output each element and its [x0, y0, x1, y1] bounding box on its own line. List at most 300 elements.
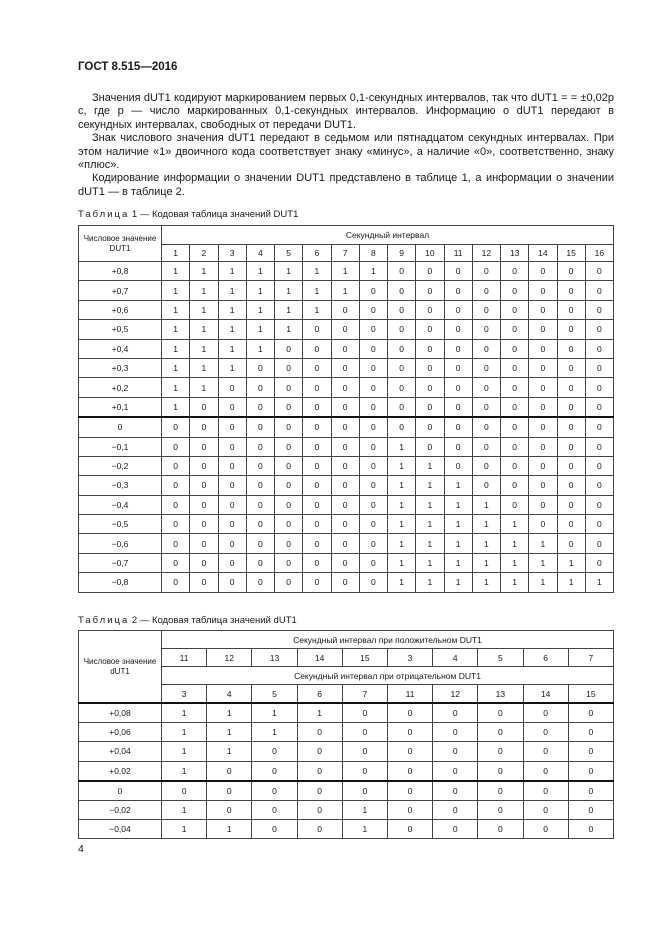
- table-row: [79, 534, 614, 553]
- table2-cell: 0: [252, 781, 297, 801]
- table1-cell: 0: [416, 378, 444, 397]
- table1-row-value: −0,5: [79, 515, 162, 534]
- table1-cell: 0: [444, 456, 472, 475]
- table1-cell: 0: [303, 378, 331, 397]
- table1-cell: 0: [529, 339, 557, 358]
- table2-cell: 1: [162, 761, 207, 781]
- table1-cell: 1: [529, 534, 557, 553]
- table2-cell: 0: [523, 761, 568, 781]
- table1-cell: 1: [444, 515, 472, 534]
- table2-positive-interval: 3: [387, 649, 432, 667]
- table1-cell: 0: [303, 515, 331, 534]
- table2-cell: 1: [162, 723, 207, 742]
- table1-cell: 0: [246, 437, 274, 456]
- table-row: [79, 742, 614, 761]
- table1-cell: 0: [162, 476, 190, 495]
- table1-cell: 0: [557, 378, 585, 397]
- table2-cell: 0: [568, 800, 613, 819]
- table1: [78, 225, 614, 593]
- table1-cell: 0: [162, 456, 190, 475]
- table1-cell: 0: [218, 515, 246, 534]
- table1-cell: 1: [472, 534, 500, 553]
- table-row: [79, 800, 614, 819]
- table-row: [79, 300, 614, 319]
- table1-cell: 0: [359, 534, 387, 553]
- table1-cell: 1: [444, 553, 472, 572]
- table1-interval-header: 14: [529, 245, 557, 262]
- table1-cell: 0: [331, 476, 359, 495]
- table1-row-value: −0,3: [79, 476, 162, 495]
- table1-cell: 0: [585, 476, 613, 495]
- table1-cell: 0: [557, 417, 585, 437]
- table1-cell: 0: [275, 534, 303, 553]
- table1-cell: 0: [275, 437, 303, 456]
- table1-cell: 0: [190, 553, 218, 572]
- table2-negative-interval: 15: [568, 685, 613, 704]
- table1-cell: 0: [190, 437, 218, 456]
- table1-group-header: Секундный интервал: [162, 226, 614, 245]
- table-row: [79, 262, 614, 281]
- table1-cell: 0: [218, 456, 246, 475]
- table1-cell: 0: [529, 437, 557, 456]
- table1-cell: 1: [190, 262, 218, 281]
- table1-cell: 0: [359, 358, 387, 377]
- table1-cell: 1: [388, 476, 416, 495]
- table1-cell: 1: [416, 476, 444, 495]
- table-row: [79, 820, 614, 839]
- table1-cell: 0: [529, 495, 557, 514]
- table1-interval-header: 13: [501, 245, 529, 262]
- table1-cell: 0: [303, 358, 331, 377]
- table2-cell: 1: [207, 820, 252, 839]
- page-number: 4: [78, 843, 84, 855]
- table1-cell: 0: [162, 573, 190, 592]
- table1-cell: 1: [162, 262, 190, 281]
- paragraph: Кодирование информации о значении DUT1 представлено в таблице 1, а информации о значении dUT1 — в таблице 2.: [78, 172, 614, 198]
- table1-row-value: +0,8: [79, 262, 162, 281]
- table2-cell: 1: [342, 820, 387, 839]
- table2-cell: 0: [387, 742, 432, 761]
- table1-cell: 0: [557, 300, 585, 319]
- table1-cell: 0: [557, 358, 585, 377]
- table1-cell: 0: [190, 515, 218, 534]
- table2-cell: 0: [523, 800, 568, 819]
- table1-cell: 0: [585, 378, 613, 397]
- table1-cell: 0: [218, 437, 246, 456]
- table1-cell: 0: [246, 378, 274, 397]
- table1-cell: 0: [218, 397, 246, 417]
- table2-row-value: 0: [79, 781, 162, 801]
- table1-interval-header: 2: [190, 245, 218, 262]
- table1-cell: 0: [416, 397, 444, 417]
- table1-cell: 1: [416, 495, 444, 514]
- table1-cell: 1: [416, 515, 444, 534]
- table1-interval-header: 3: [218, 245, 246, 262]
- table1-cell: 0: [444, 358, 472, 377]
- table1-cell: 1: [359, 262, 387, 281]
- table1-cell: 0: [331, 495, 359, 514]
- table2-cell: 0: [297, 742, 342, 761]
- table1-cell: 0: [557, 515, 585, 534]
- table1-cell: 0: [303, 320, 331, 339]
- table-row: [79, 573, 614, 592]
- table1-cell: 0: [472, 339, 500, 358]
- table2-row-value: +0,08: [79, 703, 162, 723]
- table1-cell: 0: [303, 437, 331, 456]
- table1-cell: 0: [501, 358, 529, 377]
- table1-caption: [78, 209, 298, 220]
- table1-cell: 1: [190, 339, 218, 358]
- table-row: [79, 437, 614, 456]
- table-row: [79, 723, 614, 742]
- table1-cell: 0: [331, 300, 359, 319]
- table2-cell: 0: [207, 781, 252, 801]
- table1-cell: 0: [585, 456, 613, 475]
- table1-cell: 1: [218, 262, 246, 281]
- table1-cell: 0: [303, 417, 331, 437]
- table1-cell: 0: [275, 495, 303, 514]
- table1-cell: 1: [388, 456, 416, 475]
- table1-cell: 0: [303, 397, 331, 417]
- table2-cell: 0: [568, 703, 613, 723]
- table2-row-value: +0,02: [79, 761, 162, 781]
- table2-caption: [78, 615, 297, 626]
- table1-cell: 1: [444, 573, 472, 592]
- table2-negative-interval: 14: [523, 685, 568, 704]
- table2-negative-interval: 4: [207, 685, 252, 704]
- table2-cell: 0: [252, 820, 297, 839]
- table1-cell: 0: [190, 534, 218, 553]
- table2-cell: 0: [433, 703, 478, 723]
- table1-cell: 0: [359, 300, 387, 319]
- table1-cell: 0: [472, 456, 500, 475]
- table1-cell: 1: [529, 553, 557, 572]
- table1-cell: 1: [275, 300, 303, 319]
- table1-cell: 0: [585, 358, 613, 377]
- table1-cell: 0: [444, 417, 472, 437]
- table1-cell: 0: [190, 417, 218, 437]
- table1-cell: 0: [359, 378, 387, 397]
- table2-cell: 0: [523, 703, 568, 723]
- table1-cell: 1: [190, 281, 218, 300]
- table1-row-value: −0,8: [79, 573, 162, 592]
- table1-cell: 0: [444, 437, 472, 456]
- table2-row-value: −0,02: [79, 800, 162, 819]
- table1-cell: 1: [585, 573, 613, 592]
- paragraph: Значения dUT1 кодируют маркированием первых 0,1-секундных интервалов, так что dUT1 = = ±0,02p с, где p — число маркированных 0,1-секундных интервалов. Информацию о dUT1 передают в секундных интервалах, свободных от передачи DUT1.: [78, 92, 614, 131]
- table1-cell: 0: [444, 281, 472, 300]
- table1-cell: 0: [529, 320, 557, 339]
- table2-cell: 0: [297, 820, 342, 839]
- table1-cell: 0: [472, 262, 500, 281]
- table1-cell: 0: [162, 417, 190, 437]
- table1-cell: 0: [472, 378, 500, 397]
- table1-cell: 0: [331, 437, 359, 456]
- table1-column-label: Числовое значение DUT1: [79, 226, 162, 262]
- table1-cell: 0: [501, 320, 529, 339]
- table2-cell: 1: [207, 742, 252, 761]
- table1-cell: 0: [303, 495, 331, 514]
- table1-cell: 0: [388, 378, 416, 397]
- table1-row-value: +0,6: [79, 300, 162, 319]
- table1-cell: 0: [246, 358, 274, 377]
- table1-cell: 1: [388, 573, 416, 592]
- table2-positive-interval: 12: [207, 649, 252, 667]
- table1-cell: 1: [162, 281, 190, 300]
- table1-cell: 0: [331, 534, 359, 553]
- table1-interval-header: 8: [359, 245, 387, 262]
- table1-cell: 0: [501, 476, 529, 495]
- table2-cell: 1: [252, 703, 297, 723]
- table2-positive-interval: 14: [297, 649, 342, 667]
- table1-cell: 0: [557, 339, 585, 358]
- table1-cell: 0: [501, 456, 529, 475]
- table1-cell: 0: [190, 476, 218, 495]
- table1-cell: 0: [359, 320, 387, 339]
- table1-cell: 0: [359, 495, 387, 514]
- table1-cell: 1: [472, 553, 500, 572]
- table2-cell: 0: [433, 800, 478, 819]
- table1-cell: 0: [501, 378, 529, 397]
- table1-cell: 0: [303, 534, 331, 553]
- table2-cell: 0: [297, 723, 342, 742]
- table1-cell: 0: [501, 262, 529, 281]
- table1-cell: 0: [472, 358, 500, 377]
- table1-cell: 0: [444, 300, 472, 319]
- table1-cell: 1: [162, 320, 190, 339]
- table2-negative-interval: 7: [342, 685, 387, 704]
- table1-row-value: −0,2: [79, 456, 162, 475]
- table2-column-label: Числовое значение dUT1: [79, 631, 162, 704]
- table1-cell: 0: [303, 339, 331, 358]
- table1-cell: 0: [359, 456, 387, 475]
- table1-cell: 0: [303, 553, 331, 572]
- table1-row-value: −0,1: [79, 437, 162, 456]
- table1-cell: 1: [388, 495, 416, 514]
- table1-cell: 1: [218, 320, 246, 339]
- table1-cell: 0: [275, 476, 303, 495]
- table1-cell: 0: [331, 320, 359, 339]
- table2-negative-interval: 5: [252, 685, 297, 704]
- paragraph: Знак числового значения dUT1 передают в седьмом или пятнадцатом секундных интервалах. При этом наличие «1» двоичного кода соответствует знаку «минус», а наличие «0», соответственно, знаку «плюс».: [78, 132, 614, 172]
- table2-cell: 0: [387, 781, 432, 801]
- table1-cell: 1: [388, 437, 416, 456]
- table-row: [79, 320, 614, 339]
- table1-cell: 1: [275, 320, 303, 339]
- table1-cell: 1: [416, 573, 444, 592]
- table2-positive-interval: 11: [162, 649, 207, 667]
- table-row: [79, 456, 614, 475]
- table1-cell: 0: [585, 437, 613, 456]
- table2-cell: 0: [342, 703, 387, 723]
- table1-cell: 0: [359, 339, 387, 358]
- table2-negative-header: Секундный интервал при отрицательном DUT1: [162, 667, 614, 685]
- table1-cell: 0: [529, 300, 557, 319]
- table1-cell: 0: [557, 320, 585, 339]
- table1-cell: 0: [585, 300, 613, 319]
- table1-cell: 0: [557, 262, 585, 281]
- table1-cell: 0: [218, 476, 246, 495]
- table2-cell: 0: [523, 820, 568, 839]
- table2-positive-interval: 13: [252, 649, 297, 667]
- table2-cell: 0: [433, 742, 478, 761]
- table1-cell: 0: [246, 515, 274, 534]
- table2-row-value: +0,06: [79, 723, 162, 742]
- table1-cell: 0: [331, 515, 359, 534]
- table1-cell: 0: [275, 456, 303, 475]
- table2-positive-interval: 5: [478, 649, 523, 667]
- table2-cell: 1: [207, 723, 252, 742]
- table1-row-value: +0,7: [79, 281, 162, 300]
- table1-cell: 0: [501, 281, 529, 300]
- table1-cell: 1: [218, 281, 246, 300]
- table2-cell: 0: [568, 723, 613, 742]
- table1-cell: 0: [218, 378, 246, 397]
- table-row: [79, 781, 614, 801]
- table1-cell: 0: [416, 320, 444, 339]
- table1-cell: 1: [162, 300, 190, 319]
- table-row: [79, 703, 614, 723]
- table1-cell: 0: [444, 378, 472, 397]
- table1-cell: 0: [472, 397, 500, 417]
- table1-interval-header: 1: [162, 245, 190, 262]
- table1-cell: 0: [472, 476, 500, 495]
- table1-cell: 1: [303, 300, 331, 319]
- table1-interval-header: 15: [557, 245, 585, 262]
- table1-cell: 0: [585, 495, 613, 514]
- table1-cell: 0: [416, 417, 444, 437]
- table1-cell: 0: [190, 495, 218, 514]
- table2-cell: 0: [433, 781, 478, 801]
- table1-cell: 0: [416, 300, 444, 319]
- table1-cell: 1: [162, 339, 190, 358]
- table1-cell: 0: [501, 417, 529, 437]
- table2-cell: 0: [478, 820, 523, 839]
- table1-cell: 0: [472, 281, 500, 300]
- table1-cell: 0: [190, 456, 218, 475]
- table1-cell: 1: [501, 534, 529, 553]
- table1-interval-header: 7: [331, 245, 359, 262]
- table1-row-value: +0,3: [79, 358, 162, 377]
- table1-cell: 0: [218, 534, 246, 553]
- table1-cell: 1: [218, 358, 246, 377]
- table1-cell: 0: [303, 456, 331, 475]
- table2-cell: 0: [387, 820, 432, 839]
- table1-cell: 0: [557, 437, 585, 456]
- table1-cell: 0: [585, 397, 613, 417]
- table1-cell: 0: [388, 358, 416, 377]
- table1-cell: 0: [331, 339, 359, 358]
- table2-cell: 1: [297, 703, 342, 723]
- table1-cell: 1: [246, 281, 274, 300]
- table1-cell: 0: [444, 262, 472, 281]
- document-header: ГОСТ 8.515—2016: [78, 61, 178, 73]
- table1-cell: 1: [416, 456, 444, 475]
- table2-positive-interval: 7: [568, 649, 613, 667]
- table1-cell: 0: [246, 476, 274, 495]
- table1-cell: 0: [444, 320, 472, 339]
- table2-cell: 0: [478, 703, 523, 723]
- table2-cell: 0: [297, 761, 342, 781]
- table1-cell: 1: [472, 495, 500, 514]
- table1-cell: 1: [190, 300, 218, 319]
- table1-cell: 1: [444, 534, 472, 553]
- table-row: [79, 515, 614, 534]
- table1-cell: 1: [388, 553, 416, 572]
- table2-cell: 0: [297, 781, 342, 801]
- table1-interval-header: 16: [585, 245, 613, 262]
- table1-cell: 0: [246, 495, 274, 514]
- table1-cell: 0: [529, 262, 557, 281]
- table1-cell: 0: [557, 456, 585, 475]
- table-row: [79, 281, 614, 300]
- table1-cell: 0: [275, 339, 303, 358]
- table1-cell: 0: [359, 573, 387, 592]
- table1-cell: 0: [557, 397, 585, 417]
- table2-cell: 0: [207, 761, 252, 781]
- table1-row-value: −0,6: [79, 534, 162, 553]
- table1-cell: 1: [557, 573, 585, 592]
- table1-cell: 0: [388, 320, 416, 339]
- table1-cell: 1: [444, 476, 472, 495]
- table1-cell: 1: [162, 397, 190, 417]
- table1-cell: 0: [501, 437, 529, 456]
- table2-negative-interval: 13: [478, 685, 523, 704]
- table1-cell: 1: [246, 262, 274, 281]
- table-row: [79, 553, 614, 572]
- table1-cell: 0: [275, 553, 303, 572]
- table1-interval-header: 9: [388, 245, 416, 262]
- table1-row-value: 0: [79, 417, 162, 437]
- table1-cell: 0: [388, 397, 416, 417]
- table2-cell: 0: [478, 723, 523, 742]
- table2-cell: 1: [252, 723, 297, 742]
- table1-cell: 0: [303, 573, 331, 592]
- table2-cell: 0: [433, 820, 478, 839]
- table1-cell: 0: [190, 397, 218, 417]
- table1-cell: 0: [331, 378, 359, 397]
- table1-cell: 0: [388, 281, 416, 300]
- table1-cell: 0: [585, 281, 613, 300]
- table1-cell: 0: [162, 515, 190, 534]
- table2-cell: 0: [297, 800, 342, 819]
- table1-cell: 0: [218, 495, 246, 514]
- table1-cell: 0: [246, 553, 274, 572]
- table1-cell: 1: [501, 553, 529, 572]
- table1-cell: 0: [529, 358, 557, 377]
- table1-cell: 0: [303, 476, 331, 495]
- table1-cell: 0: [585, 515, 613, 534]
- table2-cell: 0: [478, 800, 523, 819]
- table2-cell: 1: [207, 703, 252, 723]
- table1-cell: 0: [557, 476, 585, 495]
- table1-cell: 0: [275, 515, 303, 534]
- table1-cell: 1: [246, 339, 274, 358]
- table1-cell: 0: [416, 437, 444, 456]
- table2-cell: 0: [478, 761, 523, 781]
- table2-row-value: −0,04: [79, 820, 162, 839]
- table2-cell: 0: [252, 800, 297, 819]
- table2-cell: 0: [523, 723, 568, 742]
- table1-cell: 1: [246, 300, 274, 319]
- table2-cell: 0: [433, 761, 478, 781]
- table-row: [79, 397, 614, 417]
- table1-cell: 0: [275, 397, 303, 417]
- table2-cell: 0: [478, 781, 523, 801]
- table2-cell: 1: [162, 820, 207, 839]
- table1-cell: 0: [388, 300, 416, 319]
- table2-negative-interval: 6: [297, 685, 342, 704]
